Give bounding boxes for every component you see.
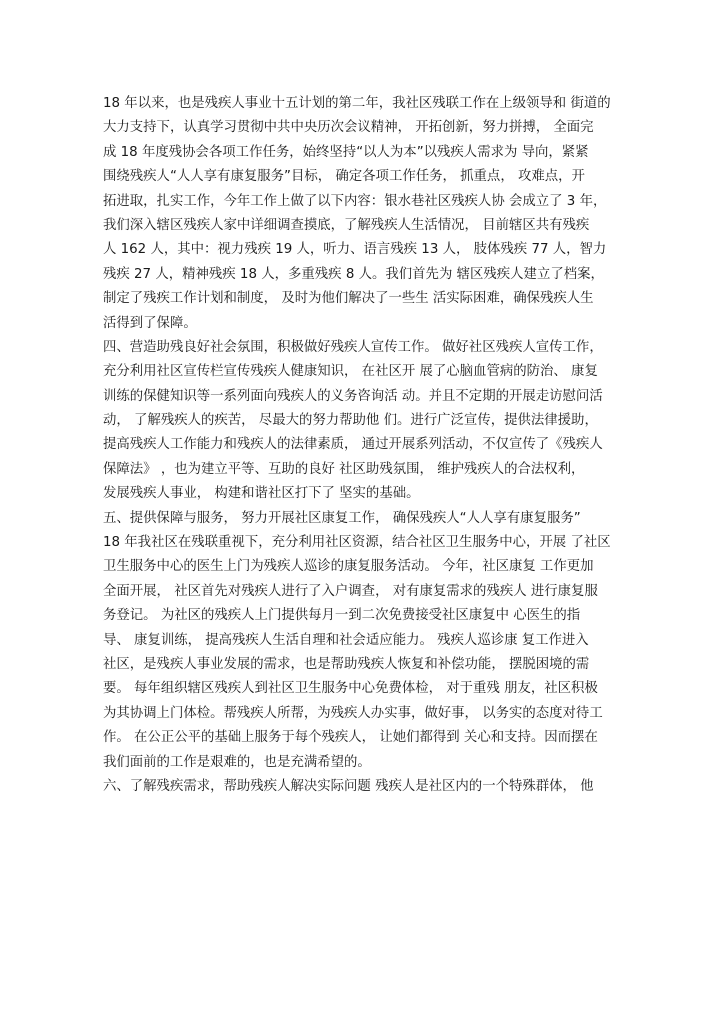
- text-line: 务登记。 为社区的残疾人上门提供每月一到二次免费接受社区康复中 心医生的指: [103, 608, 581, 624]
- text-line: 作。 在公正公平的基础上服务于每个残疾人， 让她们都得到 关心和支持。因而摆在: [103, 730, 598, 746]
- section-heading-line: 六、了解残疾需求，帮助残疾人解决实际问题 残疾人是社区内的一个特殊群体， 他: [103, 778, 594, 794]
- text-line: 18 年以来，也是残疾人事业十五计划的第二年，我社区残联工作在上级领导和 街道的: [103, 96, 611, 111]
- text-line: 人 162 人，其中：视力残疾 19 人，听力、语言残疾 13 人， 肢体残疾 77 人，智力: [103, 242, 607, 258]
- section-heading-line: 四、营造助残良好社会氛围，积极做好残疾人宣传工作。 做好社区残疾人宣传工作，: [103, 339, 603, 355]
- text-line: 提高残疾人工作能力和残疾人的法律素质， 通过开展系列活动，不仅宣传了《残疾人: [103, 437, 603, 453]
- text-line: 18 年我社区在残联重视下，充分利用社区资源，结合社区卫生服务中心，开展 了社区: [103, 535, 611, 551]
- text-line: 我们深入辖区残疾人家中详细调查摸底，了解残疾人生活情况， 目前辖区共有残疾: [103, 217, 590, 233]
- text-line: 大力支持下，认真学习贯彻中共中央历次会议精神， 开拓创新，努力拼搏， 全面完: [103, 120, 594, 136]
- text-line: 保障法》 ，也为建立平等、互助的良好 社区助残氛围， 维护残疾人的合法权利，: [103, 461, 585, 477]
- text-line: 导、 康复训练， 提高残疾人生活自理和社会适应能力。 残疾人巡诊康 复工作进入: [103, 632, 589, 648]
- text-line: 拓进取，扎实工作，今年工作上做了以下内容：银水巷社区残疾人协 会成立了 3 年，: [103, 193, 607, 209]
- text-line: 训练的保健知识等一系列面向残疾人的义务咨询活 动。并且不定期的开展走访慰问活: [103, 388, 603, 404]
- document-body: [103, 92, 623, 799]
- text-line: 充分利用社区宣传栏宣传残疾人健康知识， 在社区开 展了心脑血管病的防治、 康复: [103, 364, 598, 380]
- text-line: 动， 了解残疾人的疾苦， 尽最大的努力帮助他 们。进行广泛宣传，提供法律援助，: [103, 413, 598, 429]
- text-line: 卫生服务中心的医生上门为残疾人巡诊的康复服务活动。 今年，社区康复 工作更加: [103, 559, 594, 575]
- text-line: 围绕残疾人“人人享有康复服务”目标， 确定各项工作任务， 抓重点， 攻难点，开: [103, 169, 585, 185]
- text-line: 社区，是残疾人事业发展的需求，也是帮助残疾人恢复和补偿功能， 摆脱困境的需: [103, 656, 590, 672]
- text-line: 发展残疾人事业， 构建和谐社区打下了 坚实的基础。: [103, 486, 420, 502]
- text-line: 为其协调上门体检。帮残疾人所帮，为残疾人办实事，做好事， 以务实的态度对待工: [103, 705, 603, 721]
- text-line: 制定了残疾工作计划和制度， 及时为他们解决了一些生 活实际困难，确保残疾人生: [103, 291, 594, 307]
- text-line: 成 18 年度残协会各项工作任务，始终坚持“以人为本”以残疾人需求为 导向，紧紧: [103, 144, 589, 160]
- text-line: 要。 每年组织辖区残疾人到社区卫生服务中心免费体检， 对于重残 朋友，社区积极: [103, 681, 598, 697]
- section-heading-line: 五、提供保障与服务， 努力开展社区康复工作， 确保残疾人“人人享有康复服务”: [103, 510, 581, 526]
- text-line: 全面开展， 社区首先对残疾人进行了入户调查， 对有康复需求的残疾人 进行康复服: [103, 583, 598, 599]
- text-line: 活得到了保障。: [103, 315, 197, 331]
- text-line: 我们面前的工作是艰难的，也是充满希望的。: [103, 754, 371, 770]
- text-line: 残疾 27 人，精神残疾 18 人，多重残疾 8 人。我们首先为 辖区残疾人建立了档案，: [103, 266, 604, 282]
